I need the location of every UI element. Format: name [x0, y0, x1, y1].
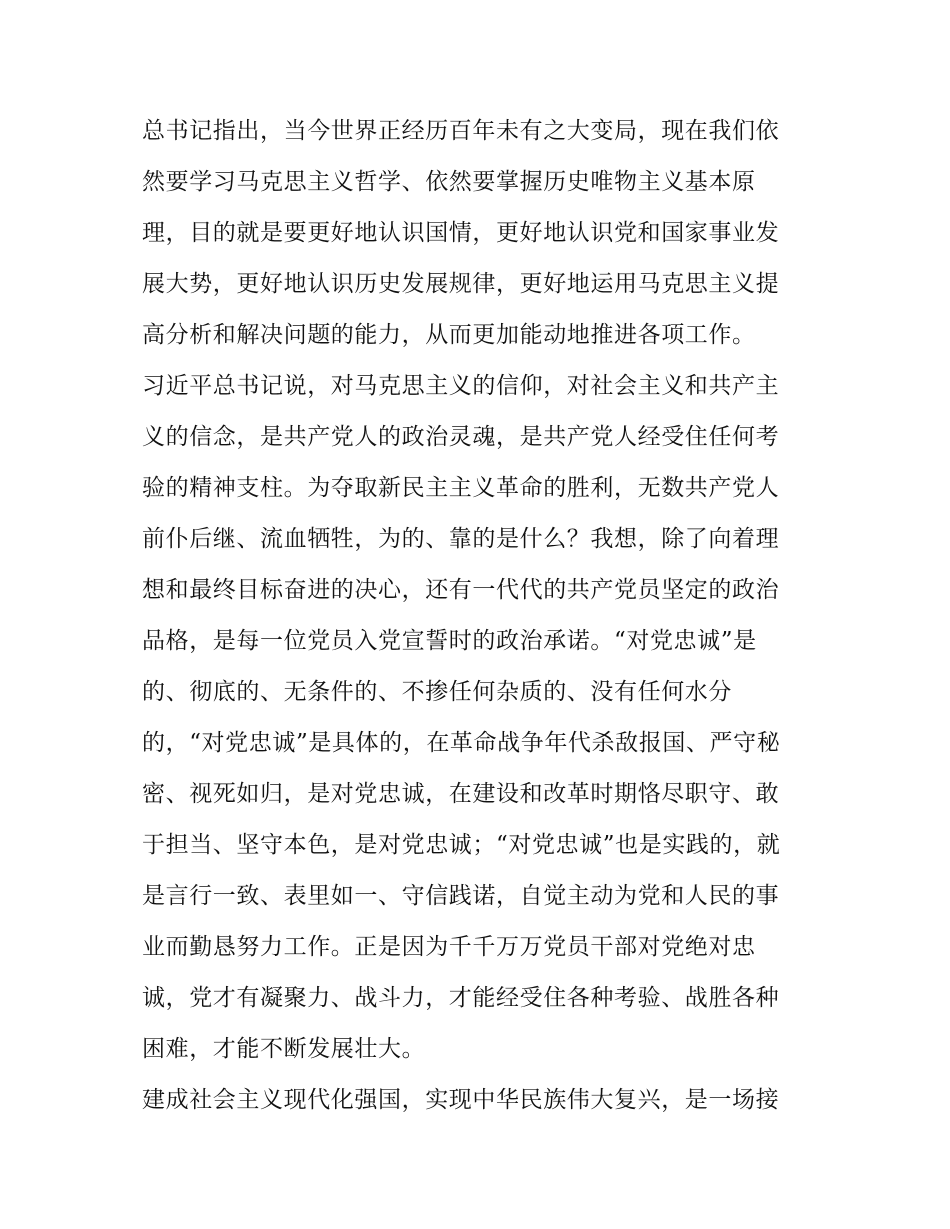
text-line: 高分析和解决问题的能力，从而更加能动地推进各项工作。: [142, 322, 756, 348]
text-line: 想和最终目标奋进的决心，还有一代代的共产党员坚定的政治: [142, 577, 780, 603]
text-line: 于担当、坚守本色，是对党忠诚；“对党忠诚”也是实践的，就: [142, 832, 781, 858]
body-text: [142, 106, 822, 1126]
text-line: 建成社会主义现代化强国，实现中华民族伟大复兴，是一场接: [142, 1087, 780, 1113]
text-line: 诚，党才有凝聚力、战斗力，才能经受住各种考验、战胜各种: [142, 985, 780, 1011]
text-line: 密、视死如归，是对党忠诚，在建设和改革时期恪尽职守、敢: [142, 781, 780, 807]
text-line: 的，“对党忠诚”是具体的，在革命战争年代杀敌报国、严守秘: [142, 730, 781, 756]
text-line: 总书记指出，当今世界正经历百年未有之大变局，现在我们依: [142, 118, 780, 144]
text-line: 品格，是每一位党员入党宣誓时的政治承诺。“对党忠诚”是: [142, 628, 757, 654]
text-line: 业而勤恳努力工作。正是因为千千万万党员干部对党绝对忠: [142, 934, 756, 960]
text-line: 理，目的就是要更好地认识国情，更好地认识党和国家事业发: [142, 220, 780, 246]
text-line: 前仆后继、流血牺牲，为的、靠的是什么？我想，除了向着理: [142, 526, 780, 552]
text-line: 习近平总书记说，对马克思主义的信仰，对社会主义和共产主: [142, 373, 780, 399]
text-line: 然要学习马克思主义哲学、依然要掌握历史唯物主义基本原: [142, 169, 756, 195]
text-line: 困难，才能不断发展壮大。: [142, 1036, 426, 1062]
text-line: 的、彻底的、无条件的、不掺任何杂质的、没有任何水分: [142, 679, 732, 705]
text-line: 义的信念，是共产党人的政治灵魂，是共产党人经受住任何考: [142, 424, 780, 450]
text-line: 展大势，更好地认识历史发展规律，更好地运用马克思主义提: [142, 271, 780, 297]
text-line: 验的精神支柱。为夺取新民主主义革命的胜利，无数共产党人: [142, 475, 780, 501]
text-line: 是言行一致、表里如一、守信践诺，自觉主动为党和人民的事: [142, 883, 780, 909]
